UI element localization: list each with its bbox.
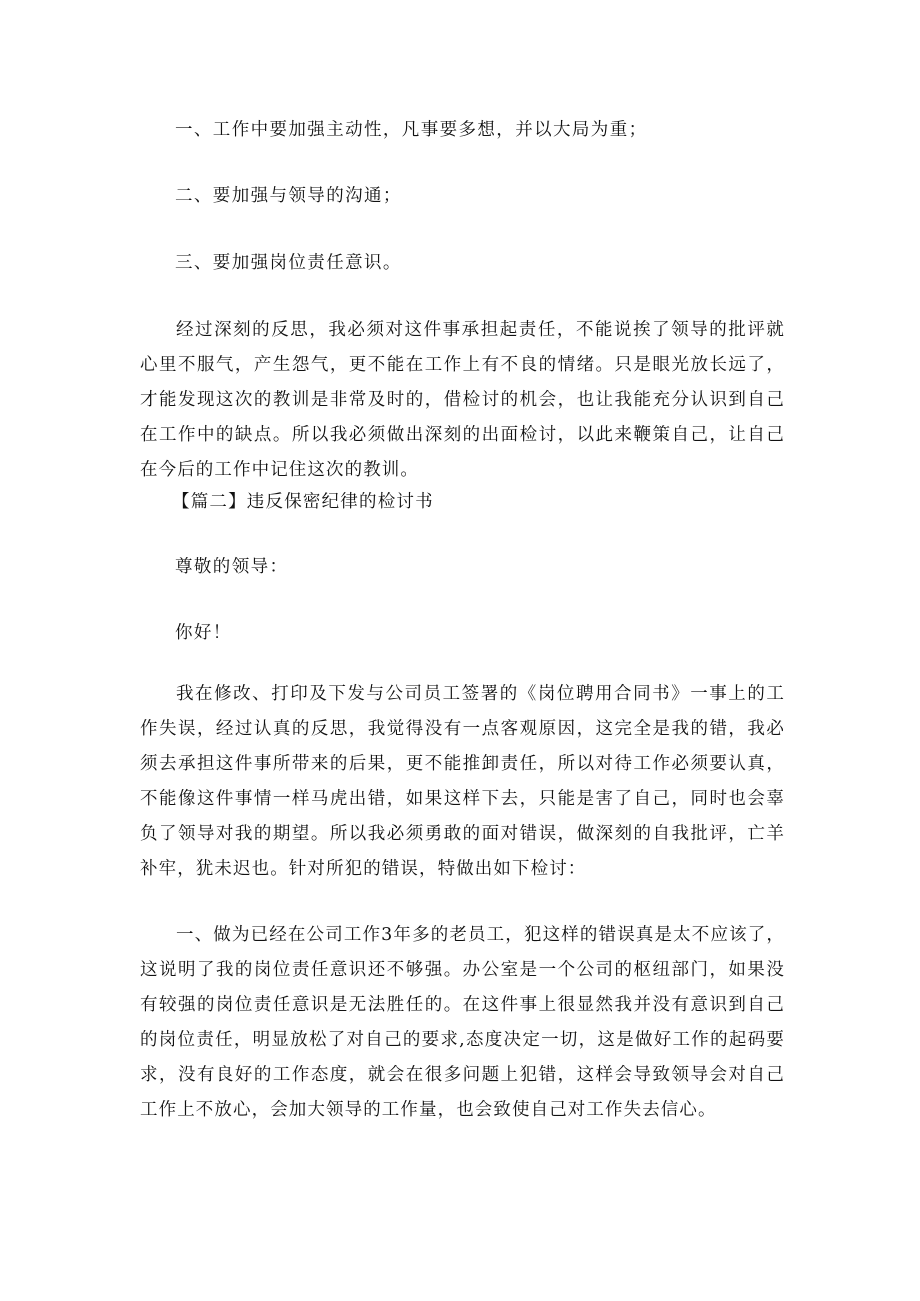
- list-item-2: 二、要加强与领导的沟通；: [175, 186, 402, 206]
- salutation: 尊敬的领导：: [175, 557, 289, 577]
- body-paragraph-1: 我在修改、打印及下发与公司员工签署的《岗位聘用合同书》一事上的工作失误，经过认真的反思，我觉得没有一点客观原因，这完全是我的错，我必须去承担这件事所带来的后果，更不能推卸责任，所以对待工作必须要认真，不能像这件事情一样马虎出错，如果这样下去，只能是害了自己，同时也会辜负了领导对我的期望。所以我必须勇敢的面对错误，做深刻的自我批评，亡羊补牢，犹未迟也。针对所犯的错误，特做出如下检讨：: [140, 684, 785, 879]
- reflection-paragraph: 经过深刻的反思，我必须对这件事承担起责任，不能说挨了领导的批评就心里不服气，产生怨气，更不能在工作上有不良的情绪。只是眼光放长远了，才能发现这次的教训是非常及时的，借检讨的机会，也让我能充分认识到自己在工作中的缺点。所以我必须做出深刻的出面检讨，以此来鞭策自己，让自己在今后的工作中记住这次的教训。: [140, 320, 785, 480]
- list-item-3: 三、要加强岗位责任意识。: [175, 253, 402, 273]
- section-heading: 【篇二】违反保密纪律的检讨书: [172, 492, 434, 512]
- list-item-1: 一、工作中要加强主动性，凡事要多想，并以大局为重；: [175, 120, 648, 140]
- greeting: 你好！: [175, 623, 232, 643]
- body-paragraph-2: 一、做为已经在公司工作3年多的老员工，犯这样的错误真是太不应该了，这说明了我的岗位责任意识还不够强。办公室是一个公司的枢纽部门，如果没有较强的岗位责任意识是无法胜任的。在这件事上很显然我并没有意识到自己的岗位责任，明显放松了对自己的要求,态度决定一切，这是做好工作的起码要求，没有良好的工作态度，就会在很多问题上犯错，这样会导致领导会对自己工作上不放心，会加大领导的工作量，也会致使自己对工作失去信心。: [140, 925, 785, 1120]
